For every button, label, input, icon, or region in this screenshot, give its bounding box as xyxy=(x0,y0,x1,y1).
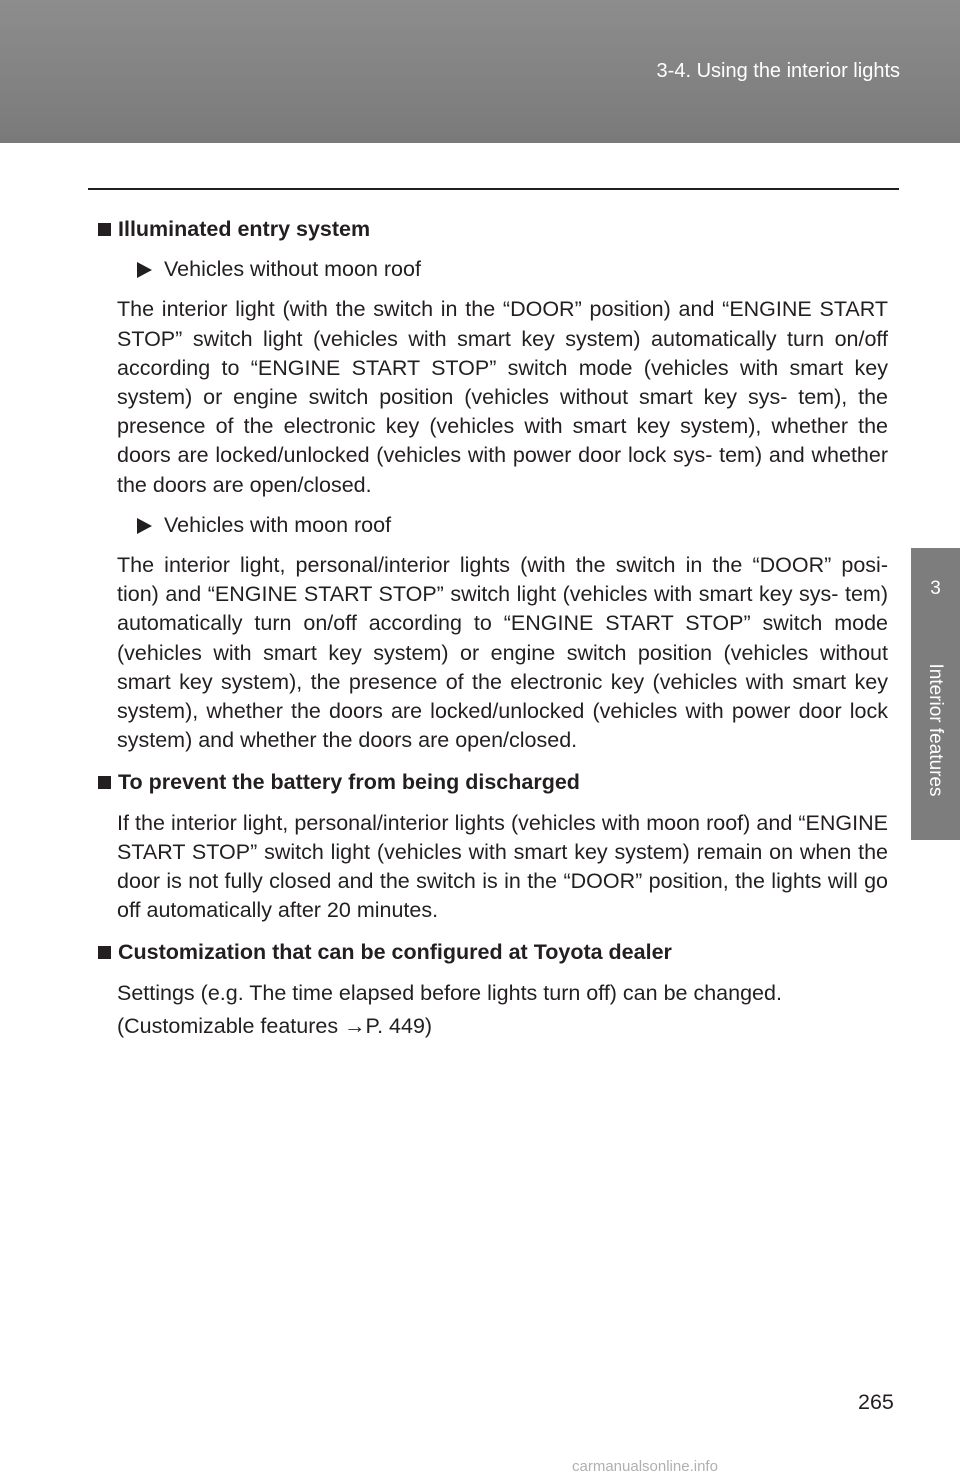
section-title: 3-4. Using the interior lights xyxy=(656,60,900,82)
square-bullet-icon xyxy=(98,223,111,236)
subheading-text: Vehicles with moon roof xyxy=(164,512,392,537)
customization-line-1: Settings (e.g. The time elapsed before lights turn off) can be changed. xyxy=(117,980,782,1005)
customization-line-2[interactable]: (Customizable features →P. 449) xyxy=(117,1013,433,1038)
chapter-label-text: Interior features xyxy=(925,663,946,797)
page-number: 265 xyxy=(858,1390,894,1414)
square-bullet-icon xyxy=(98,776,111,789)
section-heading-customization xyxy=(98,938,888,967)
triangle-bullet-icon xyxy=(137,262,152,278)
watermark: carmanualsonline.info xyxy=(572,1458,718,1475)
heading-text: To prevent the battery from being discharged xyxy=(118,770,580,795)
subheading-without-moon-roof xyxy=(98,255,888,284)
page-header xyxy=(0,0,960,143)
subheading-with-moon-roof xyxy=(98,511,888,540)
square-bullet-icon xyxy=(98,946,111,959)
paragraph-without-moon-roof: The interior light (with the switch in the “DOOR” position) and “ENGINE START STOP” switch light (vehicles with smart key system) automatically turn on/off according to “ENGINE START STOP” switch mode (vehicles with smart key system) or engine switch position (vehicles without smart key sys- tem), the presence of the electronic key (vehicles with smart key system), whether the doors are locked/unlocked (vehicles with power door lock sys- tem) and whether the doors are open/closed. xyxy=(117,297,888,497)
paragraph-with-moon-roof: The interior light, personal/interior lights (with the switch in the “DOOR” posi- tion) and “ENGINE START STOP” switch light (vehicles with smart key sys- tem) automatically turn on/off according to “ENGINE START STOP” switch mode (vehicles with smart key system) or engine switch position (vehicles without smart key system), the presence of the electronic key (vehicles with smart key system), whether the doors are locked/unlocked (vehicles with power door lock system) and whether the doors are open/closed. xyxy=(117,553,888,753)
heading-text: Customization that can be configured at Toyota dealer xyxy=(118,940,672,965)
section-heading-battery xyxy=(98,768,888,797)
page-content xyxy=(98,215,888,1041)
heading-text: Illuminated entry system xyxy=(118,217,371,241)
subheading-text: Vehicles without moon roof xyxy=(164,257,421,282)
triangle-bullet-icon xyxy=(137,518,152,534)
section-heading-illuminated-entry xyxy=(98,215,888,244)
chapter-number: 3 xyxy=(930,578,941,599)
paragraph-battery: If the interior light, personal/interior lights (vehicles with moon roof) and “ENGINE START STOP” switch light (vehicles with smart key system) remain on when the door is not fully closed and the switch is in the “DOOR” position, the lights will go off automatically after 20 minutes. xyxy=(117,810,888,923)
divider-rule xyxy=(88,188,899,190)
